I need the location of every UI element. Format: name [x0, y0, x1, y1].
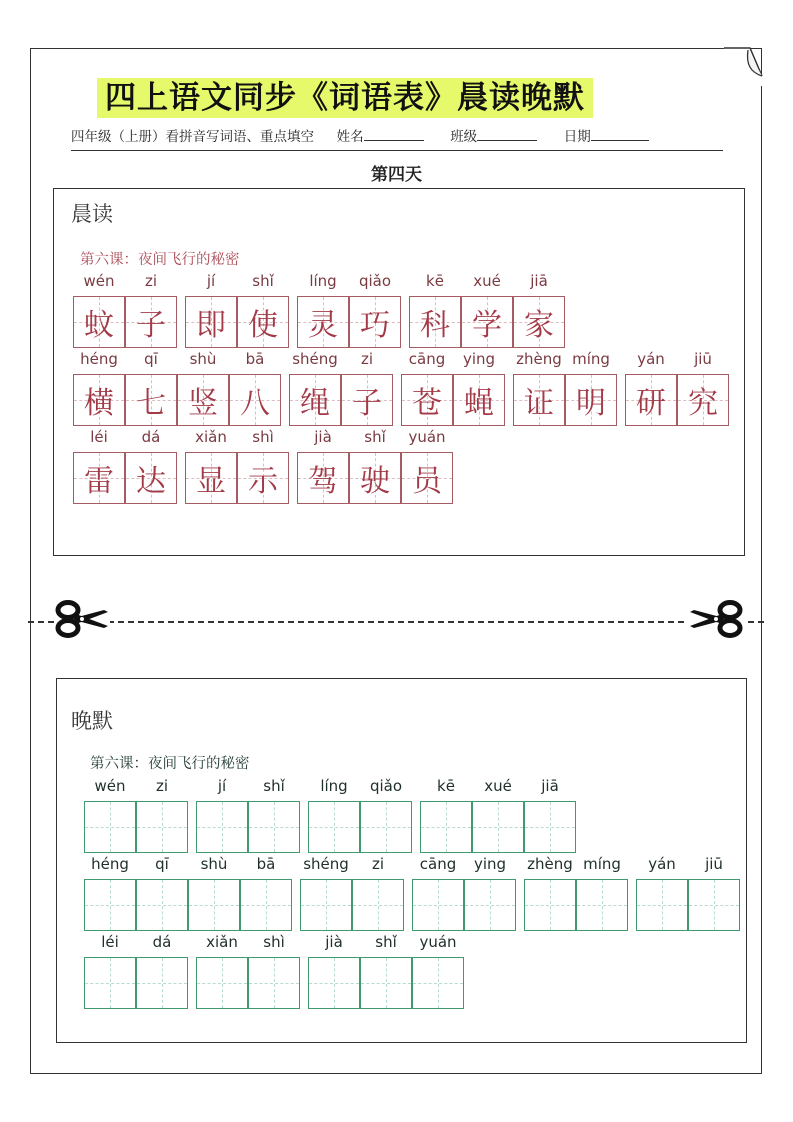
pinyin-label: ying — [462, 350, 496, 368]
page-corner-fold — [724, 46, 764, 86]
character-cell — [125, 452, 177, 504]
pinyin-label: yuán — [408, 428, 446, 446]
writing-cell[interactable] — [360, 801, 412, 853]
pinyin-label: shì — [252, 428, 274, 446]
character-text: 灵 — [308, 308, 338, 343]
pinyin-label: jí — [217, 777, 227, 795]
pinyin-label: xué — [473, 272, 501, 290]
pinyin-label: zi — [360, 350, 374, 368]
pinyin-label: shǐ — [364, 428, 386, 446]
character-text: 家 — [524, 308, 554, 343]
writing-cell[interactable] — [360, 957, 412, 1009]
worksheet-subtitle — [71, 126, 723, 151]
writing-cell[interactable] — [308, 957, 360, 1009]
character-cell — [237, 296, 289, 348]
evening-lesson-title: 第六课：夜间飞行的秘密 — [90, 756, 250, 772]
writing-cell[interactable] — [412, 879, 464, 931]
class-blank[interactable] — [477, 126, 537, 141]
character-cell — [125, 374, 177, 426]
pinyin-label: zhèng — [527, 855, 573, 873]
character-cell — [513, 296, 565, 348]
pinyin-label: jí — [206, 272, 216, 290]
pinyin-label: shǐ — [252, 272, 274, 290]
writing-cell[interactable] — [308, 801, 360, 853]
pinyin-label: ying — [473, 855, 507, 873]
character-text: 巧 — [360, 308, 390, 343]
character-text: 子 — [136, 308, 166, 343]
writing-cell[interactable] — [352, 879, 404, 931]
character-text: 蝇 — [464, 386, 494, 421]
character-text: 雷 — [84, 464, 114, 499]
morning-label: 晨读 — [71, 202, 113, 226]
worksheet-title: 四上语文同步《词语表》晨读晚默 — [97, 78, 593, 118]
writing-cell[interactable] — [196, 957, 248, 1009]
writing-cell[interactable] — [248, 957, 300, 1009]
pinyin-label: shǐ — [375, 933, 397, 951]
character-cell — [349, 296, 401, 348]
character-cell — [341, 374, 393, 426]
writing-cell[interactable] — [300, 879, 352, 931]
character-text: 即 — [196, 308, 226, 343]
pinyin-label: xiǎn — [206, 933, 238, 951]
pinyin-label: dá — [141, 428, 161, 446]
character-cell — [297, 296, 349, 348]
pinyin-label: yán — [637, 350, 665, 368]
pinyin-label: zi — [155, 777, 169, 795]
pinyin-label: xiǎn — [195, 428, 227, 446]
morning-lesson-title: 第六课：夜间飞行的秘密 — [80, 252, 240, 268]
writing-cell[interactable] — [636, 879, 688, 931]
character-text: 明 — [576, 386, 606, 421]
character-text: 员 — [412, 464, 442, 499]
character-cell — [125, 296, 177, 348]
writing-cell[interactable] — [84, 801, 136, 853]
date-label: 日期 — [563, 129, 591, 145]
pinyin-label: wén — [83, 272, 115, 290]
day-heading: 第四天 — [371, 165, 422, 185]
writing-cell[interactable] — [188, 879, 240, 931]
character-cell — [401, 374, 453, 426]
character-text: 科 — [420, 308, 450, 343]
character-text: 七 — [136, 386, 166, 421]
pinyin-label: xué — [484, 777, 512, 795]
character-text: 达 — [136, 464, 166, 499]
evening-label: 晚默 — [71, 709, 113, 733]
pinyin-label: jià — [325, 933, 343, 951]
date-blank[interactable] — [591, 126, 649, 141]
writing-cell[interactable] — [240, 879, 292, 931]
pinyin-label: míng — [572, 350, 610, 368]
character-cell — [185, 452, 237, 504]
pinyin-label: léi — [90, 428, 108, 446]
writing-cell[interactable] — [84, 879, 136, 931]
character-text: 驾 — [308, 464, 338, 499]
character-text: 苍 — [412, 386, 442, 421]
pinyin-label: léi — [101, 933, 119, 951]
pinyin-label: qiǎo — [358, 272, 392, 290]
pinyin-label: héng — [91, 855, 129, 873]
character-cell — [73, 452, 125, 504]
name-blank[interactable] — [364, 126, 424, 141]
pinyin-label: qī — [155, 855, 169, 873]
instructions-text: 四年级（上册）看拼音写词语、重点填空 — [71, 129, 314, 145]
scissors-left-icon — [54, 600, 110, 638]
character-text: 显 — [196, 464, 226, 499]
scissors-right-icon — [688, 600, 744, 638]
character-cell — [289, 374, 341, 426]
pinyin-label: kē — [437, 777, 455, 795]
pinyin-label: shǐ — [263, 777, 285, 795]
name-label: 姓名 — [336, 129, 364, 145]
character-cell — [461, 296, 513, 348]
character-cell — [237, 452, 289, 504]
writing-cell[interactable] — [420, 801, 472, 853]
character-text: 竖 — [188, 386, 218, 421]
writing-cell[interactable] — [84, 957, 136, 1009]
character-cell — [177, 374, 229, 426]
pinyin-label: yuán — [419, 933, 457, 951]
character-text: 证 — [524, 386, 554, 421]
character-text: 学 — [472, 308, 502, 343]
character-text: 研 — [636, 386, 666, 421]
pinyin-label: jià — [314, 428, 332, 446]
character-text: 驶 — [360, 464, 390, 499]
writing-cell[interactable] — [136, 879, 188, 931]
character-cell — [73, 374, 125, 426]
writing-cell[interactable] — [248, 801, 300, 853]
character-text: 子 — [352, 386, 382, 421]
character-cell — [229, 374, 281, 426]
writing-cell[interactable] — [472, 801, 524, 853]
character-text: 绳 — [300, 386, 330, 421]
writing-cell[interactable] — [524, 879, 576, 931]
pinyin-label: wén — [94, 777, 126, 795]
pinyin-label: qī — [144, 350, 158, 368]
pinyin-label: qiǎo — [369, 777, 403, 795]
pinyin-label: líng — [309, 272, 337, 290]
character-cell — [409, 296, 461, 348]
character-cell — [513, 374, 565, 426]
pinyin-label: shù — [189, 350, 217, 368]
pinyin-label: yán — [648, 855, 676, 873]
class-label: 班级 — [450, 129, 478, 145]
pinyin-label: zhèng — [516, 350, 562, 368]
character-text: 蚊 — [84, 308, 114, 343]
character-cell — [677, 374, 729, 426]
writing-cell[interactable] — [412, 957, 464, 1009]
character-text: 八 — [240, 386, 270, 421]
character-cell — [185, 296, 237, 348]
pinyin-label: bā — [245, 350, 265, 368]
pinyin-label: shéng — [303, 855, 349, 873]
pinyin-label: jiā — [541, 777, 559, 795]
character-text: 示 — [248, 464, 278, 499]
pinyin-label: jiū — [705, 855, 723, 873]
pinyin-label: cāng — [419, 855, 457, 873]
writing-cell[interactable] — [136, 801, 188, 853]
pinyin-label: jiū — [694, 350, 712, 368]
pinyin-label: jiā — [530, 272, 548, 290]
writing-cell[interactable] — [136, 957, 188, 1009]
character-cell — [453, 374, 505, 426]
pinyin-label: shù — [200, 855, 228, 873]
pinyin-label: zi — [371, 855, 385, 873]
writing-cell[interactable] — [688, 879, 740, 931]
character-text: 横 — [84, 386, 114, 421]
pinyin-label: héng — [80, 350, 118, 368]
pinyin-label: shì — [263, 933, 285, 951]
character-cell — [349, 452, 401, 504]
writing-cell[interactable] — [196, 801, 248, 853]
pinyin-label: míng — [583, 855, 621, 873]
character-text: 究 — [688, 386, 718, 421]
pinyin-label: kē — [426, 272, 444, 290]
character-cell — [625, 374, 677, 426]
character-cell — [73, 296, 125, 348]
writing-cell[interactable] — [576, 879, 628, 931]
pinyin-label: cāng — [408, 350, 446, 368]
character-text: 使 — [248, 308, 278, 343]
character-cell — [565, 374, 617, 426]
pinyin-label: líng — [320, 777, 348, 795]
pinyin-label: zi — [144, 272, 158, 290]
writing-cell[interactable] — [464, 879, 516, 931]
cut-line — [28, 621, 764, 623]
writing-cell[interactable] — [524, 801, 576, 853]
pinyin-label: bā — [256, 855, 276, 873]
pinyin-label: shéng — [292, 350, 338, 368]
character-cell — [297, 452, 349, 504]
character-cell — [401, 452, 453, 504]
pinyin-label: dá — [152, 933, 172, 951]
